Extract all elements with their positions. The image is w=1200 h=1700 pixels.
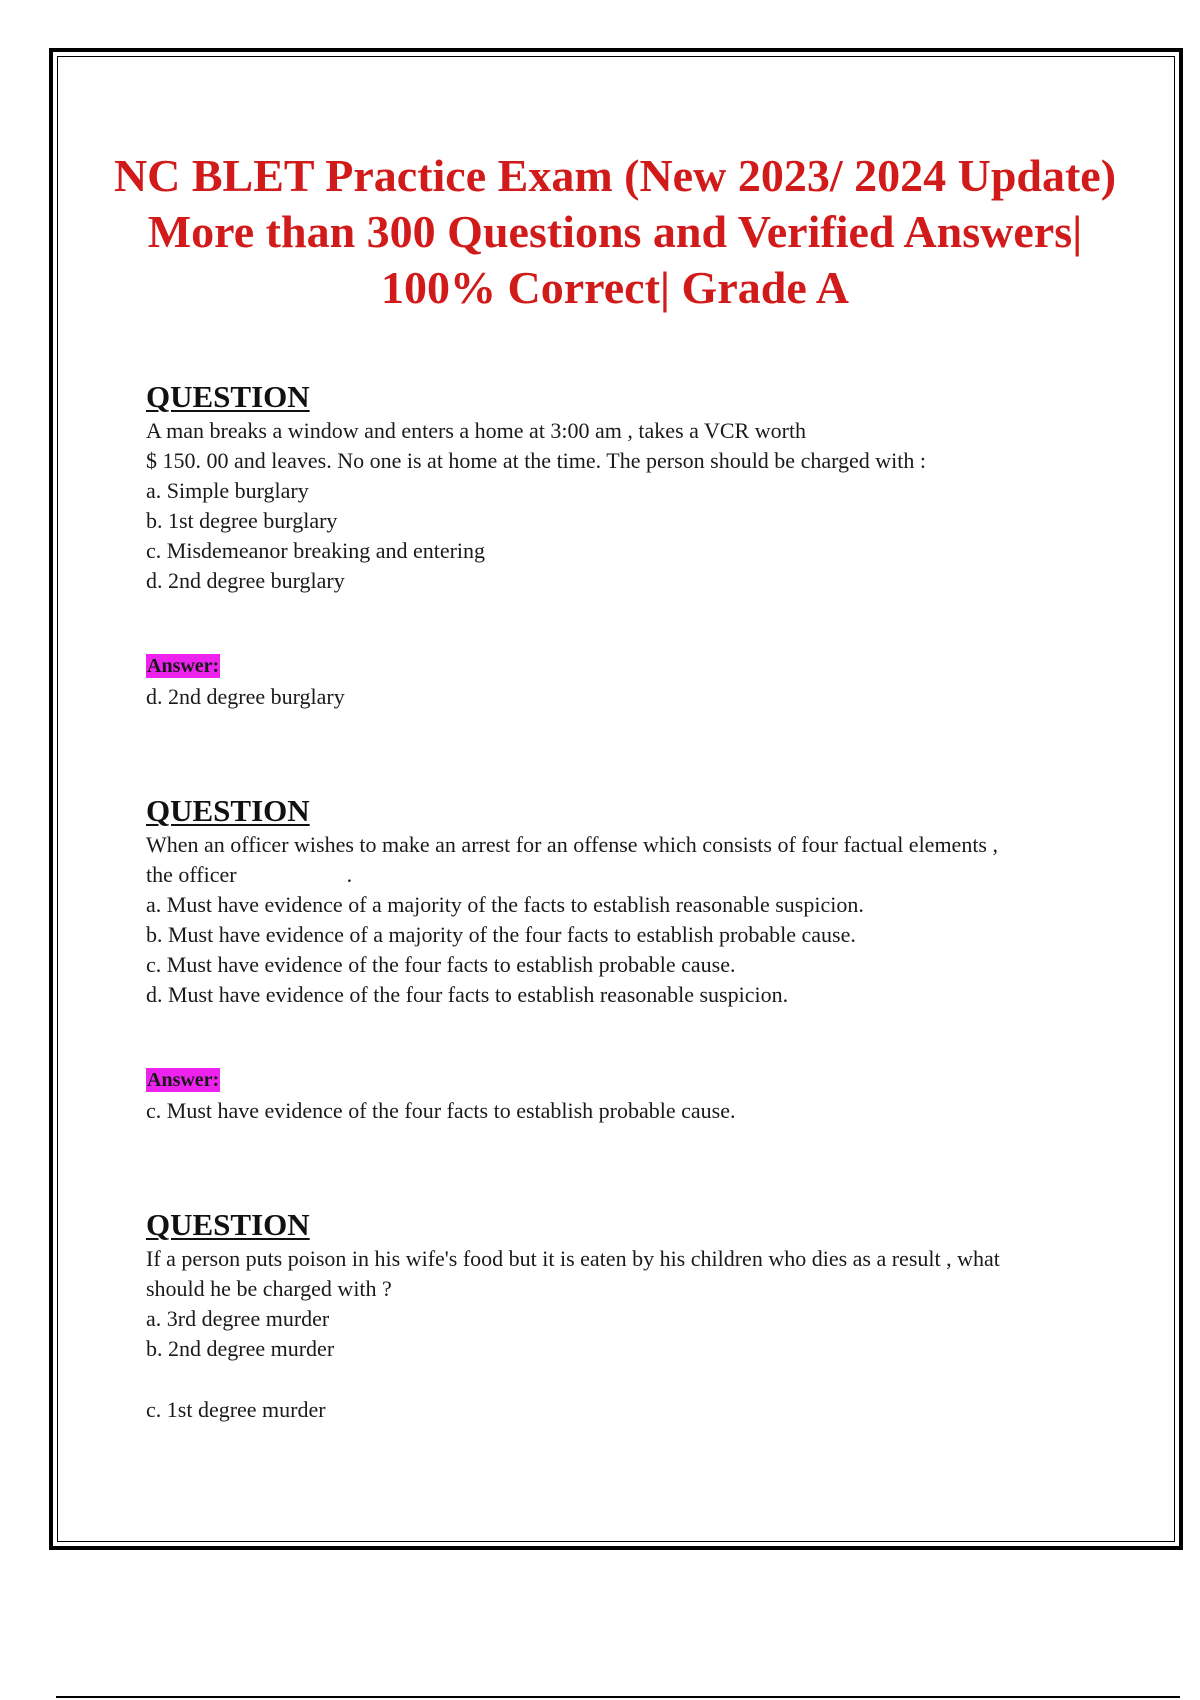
option-b: b. 2nd degree murder [146, 1336, 335, 1361]
option-b: b. Must have evidence of a majority of the four facts to establish probable cause. [146, 922, 856, 947]
document-title: NC BLET Practice Exam (New 2023/ 2024 Update) More than 300 Questions and Verified Answers| 100% Correct| Grade A [113, 150, 1117, 313]
footer-divider [56, 1696, 1180, 1698]
question-block-2 [146, 794, 1106, 1126]
answer-label: Answer: [147, 655, 220, 677]
answer-options [146, 1304, 1106, 1425]
option-d: d. Must have evidence of the four facts to establish reasonable suspicion. [146, 982, 789, 1007]
question-block-3 [146, 1208, 1106, 1425]
option-b: b. 1st degree burglary [146, 508, 338, 533]
option-c: c. 1st degree murder [146, 1397, 326, 1422]
answer-label: Answer: [147, 1069, 220, 1091]
option-a: a. Simple burglary [146, 478, 309, 503]
question-text-line: When an officer wishes to make an arrest for an offense which consists of four factual elements , [146, 832, 998, 857]
question-text-line: If a person puts poison in his wife's food but it is eaten by his children who dies as a result , what [146, 1246, 1000, 1271]
answer-text: c. Must have evidence of the four facts to establish probable cause. [146, 1098, 736, 1123]
answer-options [146, 476, 1106, 596]
option-c: c. Misdemeanor breaking and entering [146, 538, 486, 563]
answer-text: d. 2nd degree burglary [146, 684, 345, 709]
option-a: a. Must have evidence of a majority of the facts to establish reasonable suspicion. [146, 892, 864, 917]
question-heading: QUESTION [146, 793, 310, 828]
option-d: d. 2nd degree burglary [146, 568, 345, 593]
answer-options [146, 890, 1106, 1010]
question-text-line: A man breaks a window and enters a home at 3:00 am , takes a VCR worth [146, 418, 807, 443]
question-heading: QUESTION [146, 1207, 310, 1242]
question-block-1 [146, 380, 1106, 712]
question-heading: QUESTION [146, 379, 310, 414]
question-text-line: should he be charged with ? [146, 1276, 392, 1301]
question-text-line: the officer . [146, 862, 353, 887]
option-c: c. Must have evidence of the four facts to establish probable cause. [146, 952, 736, 977]
question-list [146, 380, 1106, 1425]
question-text-line: $ 150. 00 and leaves. No one is at home at the time. The person should be charged with : [146, 448, 927, 473]
option-a: a. 3rd degree murder [146, 1306, 330, 1331]
